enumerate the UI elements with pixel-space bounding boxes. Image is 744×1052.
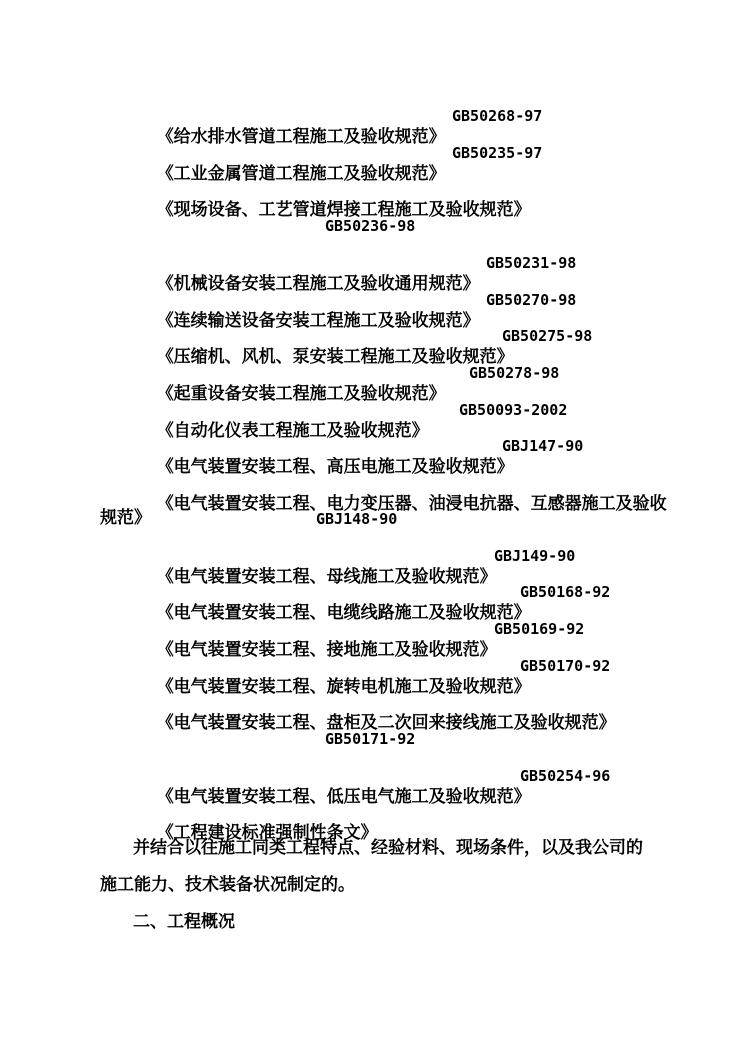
standard-code: GB50275-98 bbox=[502, 327, 593, 345]
standard-title-continued: 规范》 bbox=[100, 508, 151, 528]
standard-title: 《工业金属管道工程施工及验收规范》 bbox=[156, 164, 446, 184]
standard-title: 《电气装置安装工程、电缆线路施工及验收规范》 bbox=[156, 603, 531, 623]
standard-code: GB50169-92 bbox=[494, 620, 585, 638]
standard-title: 《电气装置安装工程、旋转电机施工及验收规范》 bbox=[156, 677, 531, 697]
standard-code: GB50093-2002 bbox=[459, 401, 568, 419]
standard-line bbox=[133, 471, 667, 537]
standard-title: 《电气装置安装工程、低压电气施工及验收规范》 bbox=[156, 787, 531, 807]
section-heading: 二、工程概况 bbox=[133, 912, 235, 932]
standard-code: GB50235-97 bbox=[452, 144, 543, 162]
standard-code: GBJ147-90 bbox=[502, 437, 584, 455]
standard-code: GB50170-92 bbox=[520, 657, 611, 675]
standard-code: GB50171-92 bbox=[325, 730, 416, 748]
paragraph-line-2: 施工能力、技术装备状况制定的。 bbox=[100, 875, 355, 895]
standard-code: GB50254-96 bbox=[520, 767, 611, 785]
standard-title: 《自动化仪表工程施工及验收规范》 bbox=[156, 421, 429, 441]
standard-title: 《电气装置安装工程、电力变压器、油浸电抗器、互感器施工及验收 bbox=[156, 494, 667, 514]
standard-title: 《电气装置安装工程、高压电施工及验收规范》 bbox=[156, 457, 514, 477]
standard-title: 《电气装置安装工程、盘柜及二次回来接线施工及验收规范》 bbox=[156, 713, 616, 733]
standard-code: GB50168-92 bbox=[520, 583, 611, 601]
standard-title: 《工程建设标准强制性条文》 bbox=[156, 823, 378, 843]
standard-title: 《连续输送设备安装工程施工及验收规范》 bbox=[156, 311, 480, 331]
standard-code: GB50231-98 bbox=[486, 254, 577, 272]
standard-title: 《电气装置安装工程、母线施工及验收规范》 bbox=[156, 567, 497, 587]
standard-title: 《给水排水管道工程施工及验收规范》 bbox=[156, 127, 446, 147]
standard-code: GB50236-98 bbox=[325, 217, 416, 235]
standard-code: GBJ148-90 bbox=[316, 510, 398, 528]
standard-title: 《压缩机、风机、泵安装工程施工及验收规范》 bbox=[156, 347, 514, 367]
standard-title: 《机械设备安装工程施工及验收通用规范》 bbox=[156, 274, 480, 294]
standard-title: 《现场设备、工艺管道焊接工程施工及验收规范》 bbox=[156, 200, 531, 220]
standard-title: 《起重设备安装工程施工及验收规范》 bbox=[156, 384, 446, 404]
standard-code: GB50268-97 bbox=[452, 107, 543, 125]
standard-title: 《电气装置安装工程、接地施工及验收规范》 bbox=[156, 640, 497, 660]
standard-code: GB50270-98 bbox=[486, 291, 577, 309]
paragraph-line-1: 并结合以往施工同类工程特点、经验材料、现场条件，以及我公司的 bbox=[133, 838, 643, 858]
standard-code: GBJ149-90 bbox=[494, 547, 576, 565]
standard-code: GB50278-98 bbox=[469, 364, 560, 382]
